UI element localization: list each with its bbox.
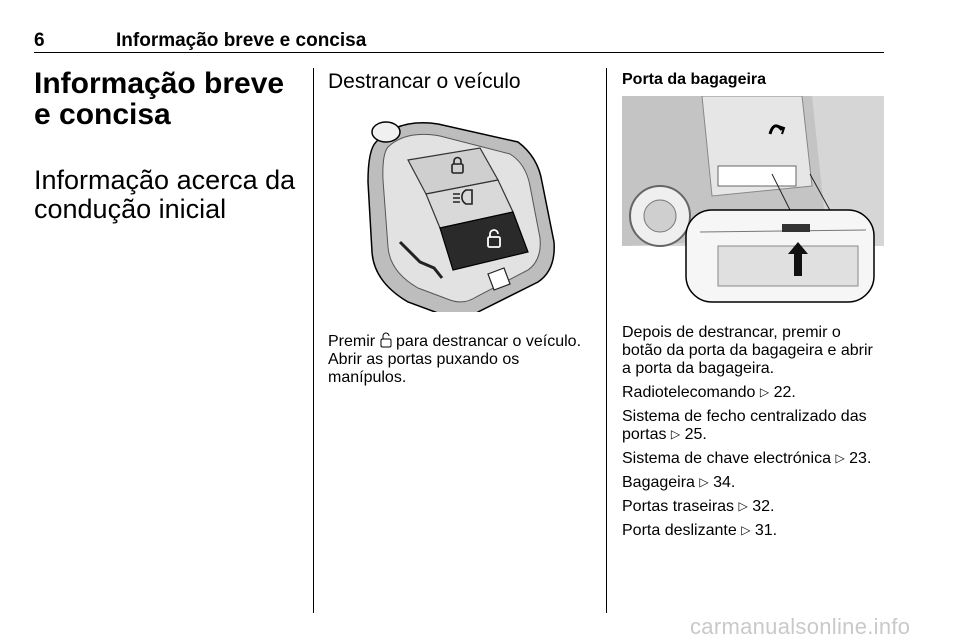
ref-radiotelecomando: Radiotelecomando ▷ 22. — [622, 384, 796, 401]
right-column — [622, 68, 884, 540]
trunk-paragraph: Depois de destrancar, premir o botão da porta da bagageira e abrir a porta da bagageira. — [622, 324, 873, 377]
ref-portas-traseiras: Portas traseiras ▷ 32. — [622, 498, 775, 515]
header-title: Informação breve e concisa — [116, 30, 367, 51]
page-header — [34, 30, 884, 53]
watermark: carmanualsonline.info — [690, 614, 911, 639]
column-divider-left — [313, 68, 314, 613]
unlock-paragraph — [328, 332, 593, 387]
middle-column — [328, 68, 593, 387]
ref-fecho-centralizado: Sistema de fecho centralizado das portas ▷ 25. — [622, 408, 867, 443]
section-title: Informação breve e concisa — [34, 67, 285, 131]
section-subtitle: Informação acerca da condução inicial — [34, 165, 296, 224]
unlock-text-before: Premir — [328, 333, 376, 350]
key-fob-illustration — [328, 102, 593, 312]
column-divider-right — [606, 68, 607, 613]
left-column — [34, 68, 299, 224]
unlock-heading: Destrancar o veículo — [328, 70, 521, 93]
ref-porta-deslizante: Porta deslizante ▷ 31. — [622, 522, 778, 539]
page-number: 6 — [34, 30, 45, 51]
unlock-icon — [380, 333, 396, 350]
unlock-text-after: para destrancar o veículo. Abrir as portas puxando os manípulos. — [328, 333, 582, 386]
ref-chave-electronica: Sistema de chave electrónica ▷ 23. — [622, 450, 872, 467]
tailgate-illustration — [622, 96, 884, 306]
trunk-heading: Porta da bagageira — [622, 71, 767, 88]
ref-bagageira: Bagageira ▷ 34. — [622, 474, 736, 491]
